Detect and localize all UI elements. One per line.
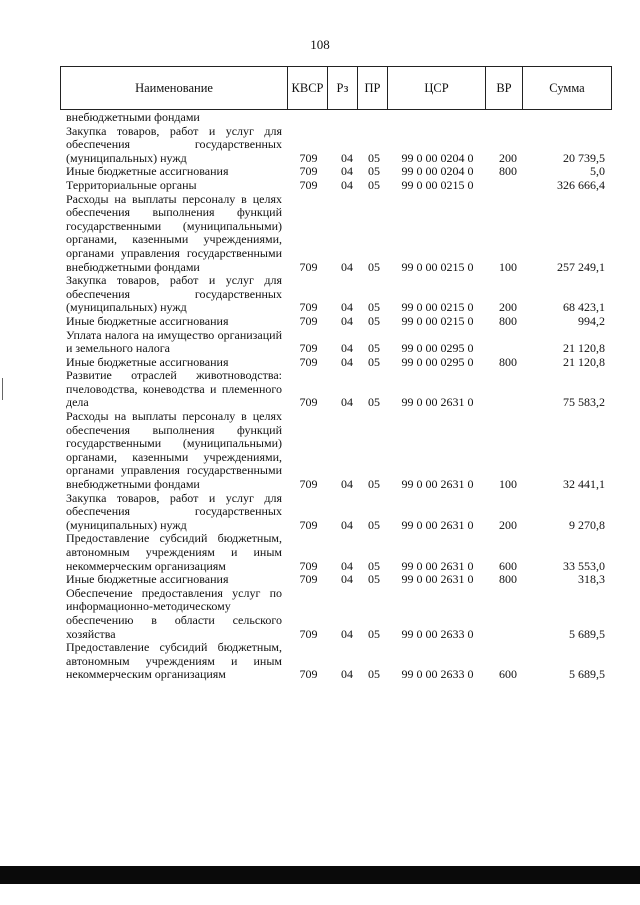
- cell-kvsr: 709: [299, 164, 318, 179]
- cell-vr: 800: [499, 313, 517, 328]
- table-header: [60, 66, 612, 110]
- cell-vr: 200: [499, 300, 517, 315]
- cell-pr: 05: [368, 572, 380, 587]
- cell-sum: 21 120,8: [563, 354, 605, 369]
- cell-name: внебюджетными фондами: [66, 110, 200, 124]
- table-row: [60, 125, 612, 166]
- cell-csr: 99 0 00 0215 0: [401, 177, 474, 192]
- cell-kvsr: 709: [299, 667, 318, 682]
- cell-name: Закупка товаров, работ и услуг для обеспечения государственных (муниципальных) нужд: [66, 123, 282, 165]
- cell-name: Уплата налога на имущество организаций и земельного налога: [66, 327, 282, 356]
- cell-sum: 68 423,1: [563, 300, 605, 315]
- table-row: [60, 193, 612, 275]
- cell-sum: 318,3: [578, 572, 605, 587]
- table-row: [60, 329, 612, 356]
- cell-name: Иные бюджетные ассигнования: [66, 354, 229, 369]
- header-pr: ПР: [358, 67, 388, 109]
- cell-name: Закупка товаров, работ и услуг для обеспечения государственных (муниципальных) нужд: [66, 490, 282, 532]
- cell-pr: 05: [368, 164, 380, 179]
- cell-pr: 05: [368, 150, 380, 165]
- cell-csr: 99 0 00 0204 0: [401, 164, 474, 179]
- cell-csr: 99 0 00 2631 0: [401, 517, 474, 532]
- cell-rz: 04: [341, 300, 353, 315]
- header-rz: Рз: [328, 67, 358, 109]
- cell-pr: 05: [368, 259, 380, 274]
- cell-rz: 04: [341, 150, 353, 165]
- cell-kvsr: 709: [299, 354, 318, 369]
- cell-pr: 05: [368, 177, 380, 192]
- cell-name: Территориальные органы: [66, 177, 197, 192]
- cell-kvsr: 709: [299, 395, 318, 410]
- cell-rz: 04: [341, 667, 353, 682]
- table-row: [60, 179, 612, 193]
- cell-sum: 20 739,5: [563, 150, 605, 165]
- cell-pr: 05: [368, 395, 380, 410]
- cell-name: Иные бюджетные ассигнования: [66, 164, 229, 179]
- cell-pr: 05: [368, 558, 380, 573]
- page-number: 108: [310, 37, 330, 52]
- cell-pr: 05: [368, 517, 380, 532]
- cell-kvsr: 709: [299, 150, 318, 165]
- table-row: [60, 532, 612, 573]
- cell-name: Предоставление субсидий бюджетным, автономным учреждениям и иным некоммерческим организациям: [66, 640, 282, 682]
- table-row: [60, 641, 612, 682]
- header-name: Наименование: [61, 67, 288, 109]
- table-row: [60, 587, 612, 641]
- cell-kvsr: 709: [299, 177, 318, 192]
- table-row: [60, 165, 612, 179]
- cell-name: Предоставление субсидий бюджетным, автономным учреждениям и иным некоммерческим организациям: [66, 531, 282, 573]
- cell-rz: 04: [341, 177, 353, 192]
- table-row: [60, 274, 612, 315]
- table-row: [60, 369, 612, 410]
- cell-kvsr: 709: [299, 313, 318, 328]
- cell-sum: 326 666,4: [557, 177, 605, 192]
- header-vr: ВР: [486, 67, 523, 109]
- cell-rz: 04: [341, 395, 353, 410]
- cell-rz: 04: [341, 341, 353, 356]
- cell-vr: 100: [499, 259, 517, 274]
- cell-pr: 05: [368, 313, 380, 328]
- cell-csr: 99 0 00 0215 0: [401, 300, 474, 315]
- table-row: [60, 111, 612, 125]
- cell-csr: 99 0 00 0215 0: [401, 259, 474, 274]
- table-row: [60, 356, 612, 370]
- cell-kvsr: 709: [299, 341, 318, 356]
- cell-sum: 9 270,8: [569, 517, 605, 532]
- cell-vr: 600: [499, 558, 517, 573]
- cell-csr: 99 0 00 2633 0: [401, 626, 474, 641]
- cell-csr: 99 0 00 0295 0: [401, 341, 474, 356]
- cell-rz: 04: [341, 259, 353, 274]
- cell-sum: 994,2: [578, 313, 605, 328]
- table-row: [60, 492, 612, 533]
- cell-name: Закупка товаров, работ и услуг для обеспечения государственных (муниципальных) нужд: [66, 273, 282, 315]
- cell-sum: 32 441,1: [563, 477, 605, 492]
- cell-rz: 04: [341, 572, 353, 587]
- cell-pr: 05: [368, 341, 380, 356]
- cell-rz: 04: [341, 477, 353, 492]
- cell-rz: 04: [341, 354, 353, 369]
- cell-sum: 21 120,8: [563, 341, 605, 356]
- table-row: [60, 315, 612, 329]
- cell-vr: 800: [499, 572, 517, 587]
- cell-vr: 800: [499, 164, 517, 179]
- cell-kvsr: 709: [299, 572, 318, 587]
- cell-kvsr: 709: [299, 558, 318, 573]
- header-kvsr: КВСР: [288, 67, 328, 109]
- cell-sum: 257 249,1: [557, 259, 605, 274]
- cell-name: Обеспечение предоставления услуг по информационно-методическому обеспечению в области сельского хозяйства: [66, 585, 282, 641]
- cell-pr: 05: [368, 354, 380, 369]
- cell-csr: 99 0 00 0215 0: [401, 313, 474, 328]
- cell-vr: 100: [499, 477, 517, 492]
- cell-name: Расходы на выплаты персоналу в целях обеспечения выполнения функций государственными (муниципальными) органами, казенными учреждениями, органами управления государственными внебюджетными фондами: [66, 191, 282, 274]
- table-row: [60, 410, 612, 492]
- cell-name: Иные бюджетные ассигнования: [66, 313, 229, 328]
- cell-pr: 05: [368, 626, 380, 641]
- cell-csr: 99 0 00 2631 0: [401, 395, 474, 410]
- cell-kvsr: 709: [299, 477, 318, 492]
- cell-kvsr: 709: [299, 259, 318, 274]
- cell-kvsr: 709: [299, 626, 318, 641]
- cell-sum: 5 689,5: [569, 626, 605, 641]
- cell-name: Иные бюджетные ассигнования: [66, 572, 229, 587]
- cell-csr: 99 0 00 2631 0: [401, 477, 474, 492]
- cell-rz: 04: [341, 164, 353, 179]
- cell-kvsr: 709: [299, 300, 318, 315]
- cell-rz: 04: [341, 626, 353, 641]
- cell-pr: 05: [368, 477, 380, 492]
- cell-sum: 5 689,5: [569, 667, 605, 682]
- cell-vr: 200: [499, 517, 517, 532]
- cell-kvsr: 709: [299, 517, 318, 532]
- cell-vr: 200: [499, 150, 517, 165]
- cell-csr: 99 0 00 0204 0: [401, 150, 474, 165]
- scan-bottom-bar: [0, 866, 640, 884]
- cell-csr: 99 0 00 0295 0: [401, 354, 474, 369]
- cell-csr: 99 0 00 2633 0: [401, 667, 474, 682]
- cell-pr: 05: [368, 300, 380, 315]
- cell-name: Развитие отраслей животноводства: пчеловодства, коневодства и племенного дела: [66, 368, 282, 410]
- cell-csr: 99 0 00 2631 0: [401, 558, 474, 573]
- cell-vr: 800: [499, 354, 517, 369]
- cell-sum: 5,0: [590, 164, 605, 179]
- table-row: [60, 573, 612, 587]
- cell-pr: 05: [368, 667, 380, 682]
- cell-sum: 33 553,0: [563, 558, 605, 573]
- cell-sum: 75 583,2: [563, 395, 605, 410]
- cell-rz: 04: [341, 313, 353, 328]
- cell-csr: 99 0 00 2631 0: [401, 572, 474, 587]
- cell-rz: 04: [341, 558, 353, 573]
- cell-vr: 600: [499, 667, 517, 682]
- header-csr: ЦСР: [388, 67, 486, 109]
- scan-edge-mark: [2, 378, 3, 400]
- table-body: [60, 111, 612, 682]
- header-sum: Сумма: [549, 80, 585, 95]
- cell-name: Расходы на выплаты персоналу в целях обеспечения выполнения функций государственными (муниципальными) органами, казенными учреждениями, органами управления государственными внебюджетными фондами: [66, 409, 282, 492]
- cell-rz: 04: [341, 517, 353, 532]
